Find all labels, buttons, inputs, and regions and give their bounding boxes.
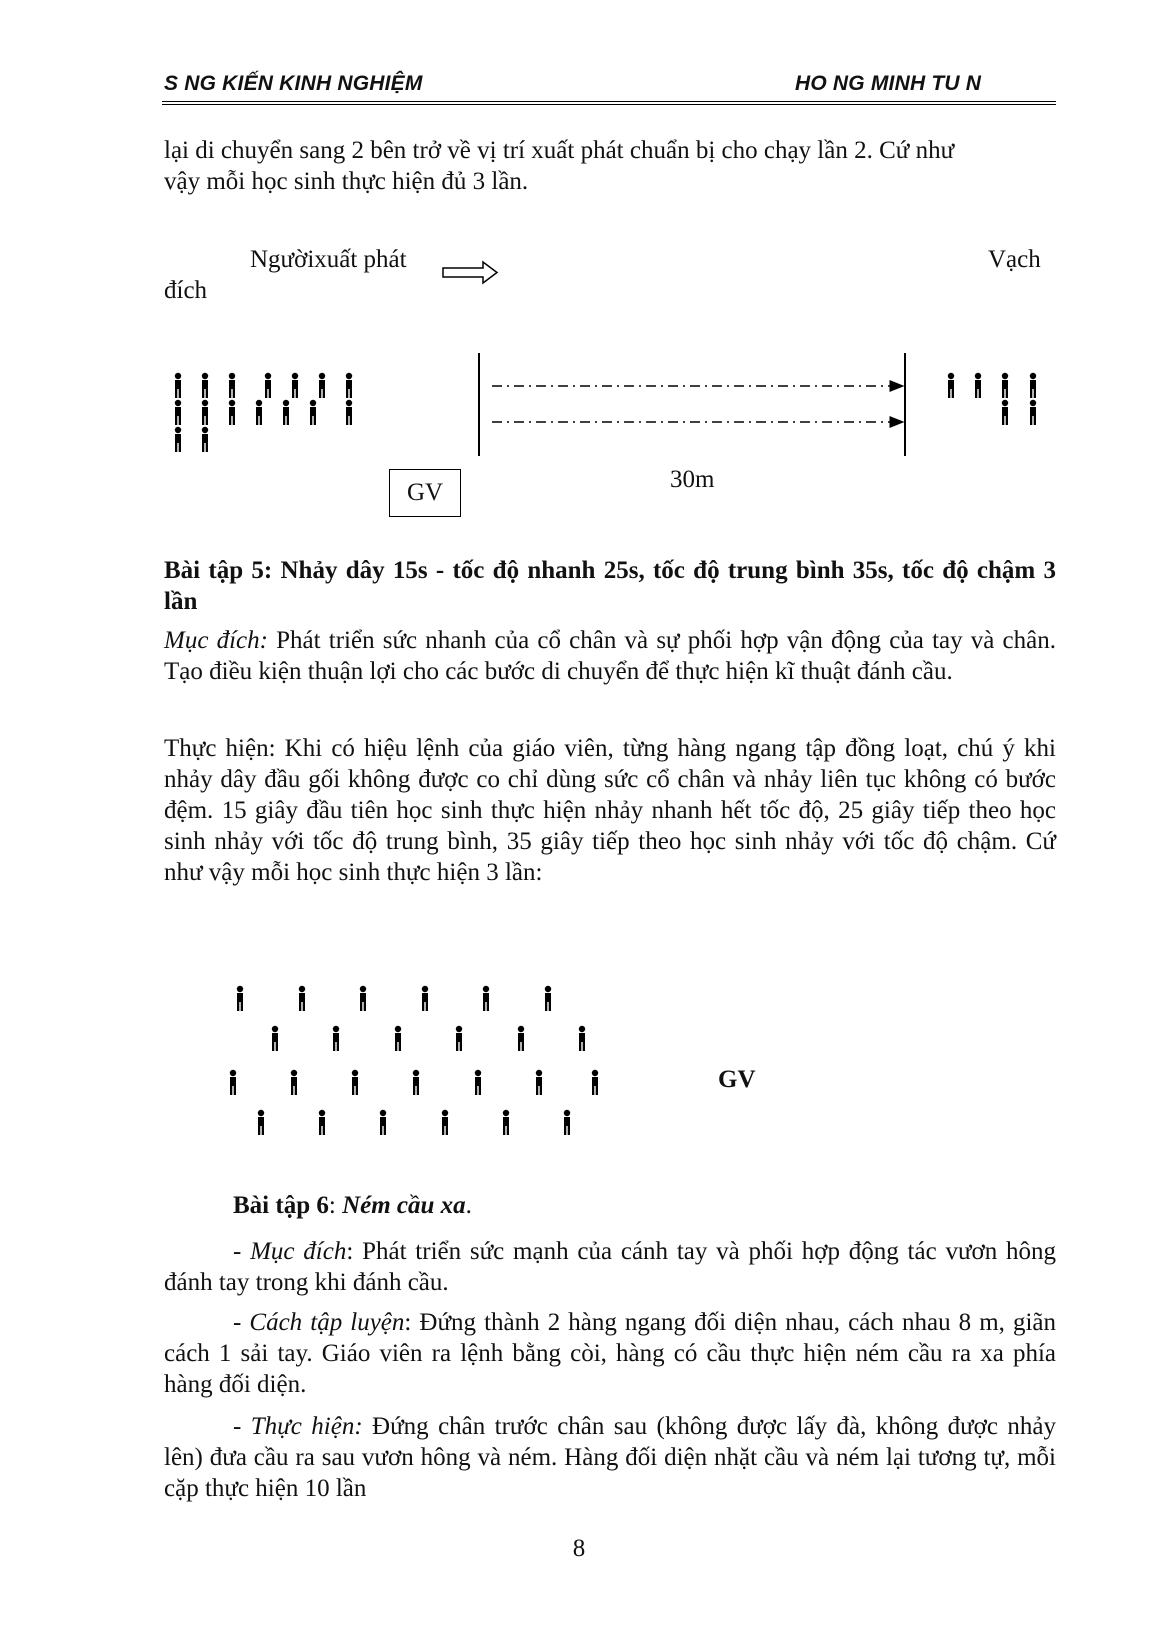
exercise6-execution-text: Đứng chân trước chân sau (không được lấy đà, không được nhảy lên) đưa cầu ra sau vươn hông và ném. Hàng đối diện nhặt cầu và ném lại tương tự, mỗi cặp thực hiện 10 lần [164, 1413, 1056, 1502]
exercise6-execution-dash: - [233, 1413, 251, 1440]
runners-finish-group [948, 373, 1036, 425]
exercise6-title [233, 1190, 1056, 1221]
exercise5-purpose-label: Mục đích: [164, 627, 268, 654]
exercise6-purpose-label: Mục đích [250, 1238, 347, 1265]
exercise6-purpose-text: : Phát triển sức mạnh của cánh tay và phối hợp động tác vươn hông đánh tay trong khi đánh cầu. [164, 1238, 1057, 1296]
exercise6-title-sep: : [328, 1192, 343, 1219]
exercise6-title-end: . [465, 1192, 472, 1219]
exercise6-title-prefix: Bài tập 6 [233, 1192, 329, 1219]
exercise5-title: Bài tập 5: Nhảy dây 15s - tốc độ nhanh 25s, tốc độ trung bình 35s, tốc độ chậm 3 lần [164, 557, 1056, 615]
page-number: 8 [572, 1535, 586, 1562]
header-title-left: S NG KIẾN KINH NGHIỆM [164, 72, 423, 95]
exercise6-execution [164, 1411, 1056, 1504]
exercise6-training [164, 1307, 1056, 1400]
finish-label-line1: Vạch [988, 246, 1041, 273]
exercise5-purpose-text: Phát triển sức nhanh của cổ chân và sự phối hợp vận động của tay và chân. Tạo điều kiện thuận lợi cho các bước di chuyển để thực hiện kĩ thuật đánh cầu. [164, 627, 1056, 685]
exercise6-execution-label: Thực hiện: [250, 1413, 363, 1440]
intro-line-2: vậy mỗi học sinh thực hiện đủ 3 lần. [164, 168, 529, 195]
distance-label: 30m [670, 466, 715, 493]
runners-start-group [175, 373, 352, 452]
start-label: Ngườixuất phát [250, 246, 407, 273]
header-author-right: HO NG MINH TU N [795, 72, 982, 95]
exercise6-purpose-dash: - [233, 1238, 251, 1265]
exercise6-title-name: Ném cầu xa [342, 1192, 466, 1219]
intro-line-1: lại di chuyển sang 2 bên trở về vị trí xuất phát chuẩn bị cho chạy lần 2. Cứ như [164, 137, 955, 164]
exercise6-training-label: Cách tập luyện [249, 1309, 405, 1336]
teacher-label-2: GV [718, 1066, 756, 1093]
exercise6-training-dash: - [233, 1309, 250, 1336]
hollow-arrow-icon [443, 262, 497, 283]
exercise6-purpose [164, 1236, 1056, 1298]
teacher-label: GV [406, 479, 444, 506]
exercise5-purpose [164, 625, 1056, 687]
exercise5-execution: Thực hiện: Khi có hiệu lệnh của giáo viên, từng hàng ngang tập đồng loạt, chú ý khi nhảy dây đầu gối không được co chỉ dùng sức cổ chân và nhảy liên tục không có bước đệm. 15 giây đầu tiên học sinh thực hiện nhảy nhanh hết tốc độ, 25 giây tiếp theo học sinh nhảy với tốc độ trung bình, 35 giây tiếp theo học sinh nhảy với tốc độ chậm. Cứ như vậy mỗi học sinh thực hiện 3 lần: [164, 735, 1056, 886]
jump-rope-formation [230, 986, 598, 1135]
finish-label-line2: đích [164, 277, 208, 304]
exercise6-training-text: : Đứng thành 2 hàng ngang đối diện nhau, cách nhau 8 m, giãn cách 1 sải tay. Giáo viên ra lệnh bằng còi, hàng có cầu thực hiện ném cầu ra xa phía hàng đối diện. [164, 1309, 1057, 1398]
